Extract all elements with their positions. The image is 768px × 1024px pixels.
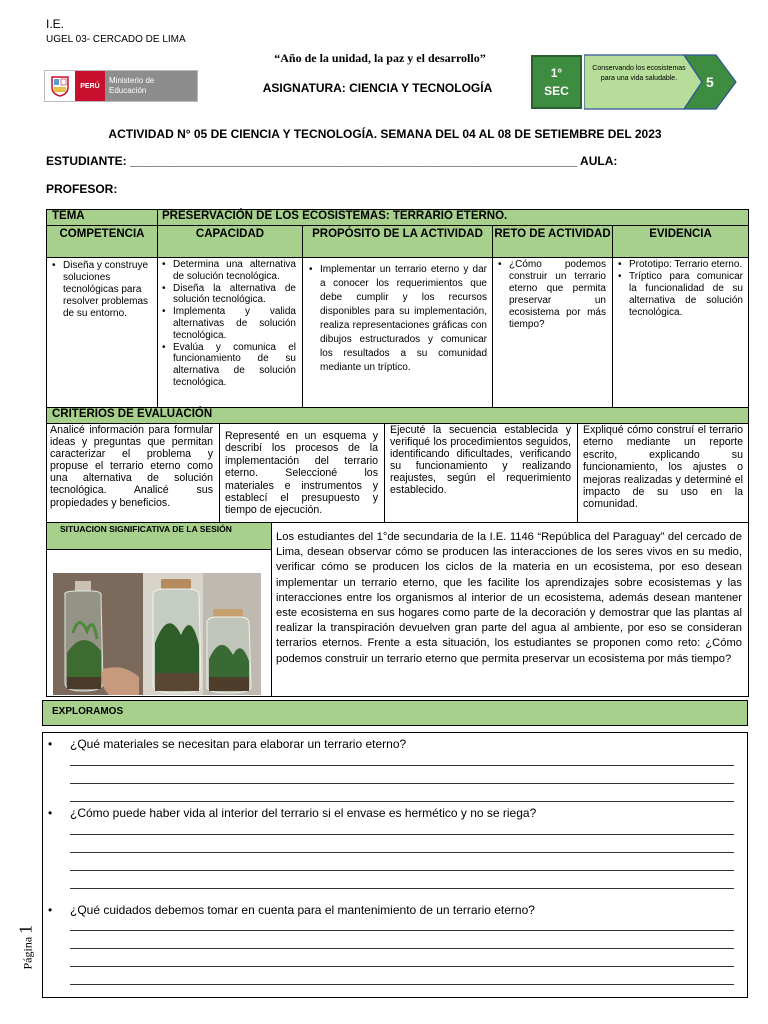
proposito-item: • Implementar un terrario eterno y dar a conocer los requerimientos que debe cumplir y los recursos disponibles para su implementación, realiza representaciones gráficas con dibujos estructurados y comunicar los resultados a su comunidad mediante un tríptico. (307, 263, 487, 375)
criterios-label: CRITERIOS DE EVALUACIÓN (52, 408, 213, 420)
activity-title: ACTIVIDAD N° 05 DE CIENCIA Y TECNOLOGÍA. SEMANA DEL 04 AL 08 DE SETIEMBRE DEL 2023 (108, 127, 662, 141)
year-motto: “Año de la unidad, la paz y el desarrollo” (274, 51, 486, 65)
question-1: • ¿Qué materiales se necesitan para elaborar un terrario eterno? (48, 737, 407, 751)
capacidad-item: • Implementa y valida alternativas de solución tecnológica. (160, 306, 296, 341)
capacidad-cell (160, 259, 296, 389)
capacidad-item: • Determina una alternativa de solución tecnológica. (160, 259, 296, 283)
unit-number: 5 (706, 74, 714, 90)
criterio-3: Ejecuté la secuencia establecida y verifiqué los procedimientos seguidos, identificando dificultades, verificando su funcionamiento y realizando reajustes, según el requerimiento establecido. (390, 424, 571, 497)
criterio-1: Analicé información para formular ideas y preguntas que permitan caracterizar el problema y propuse el terrario eterno como una alternativa de solución tecnológica. Analicé sus propiedades y beneficios. (50, 424, 213, 509)
exploramos-bar (42, 700, 748, 726)
competencia-cell (50, 260, 150, 320)
header-competencia: COMPETENCIA (59, 228, 145, 240)
question-1-text: ¿Qué materiales se necesitan para elaborar un terrario eterno? (70, 737, 407, 751)
answer-line[interactable] (70, 984, 734, 985)
subject-title: ASIGNATURA: CIENCIA Y TECNOLOGÍA (262, 81, 493, 95)
header-proposito: PROPÓSITO DE LA ACTIVIDAD (312, 228, 483, 240)
page-label: Página (20, 936, 35, 970)
answer-line[interactable] (70, 834, 734, 835)
ministry-logo (44, 70, 198, 102)
peru-shield-icon (45, 71, 75, 101)
header-evidencia: EVIDENCIA (649, 228, 712, 240)
answer-line[interactable] (70, 765, 734, 766)
question-3-text: ¿Qué cuidados debemos tomar en cuenta para el mantenimiento de un terrario eterno? (70, 903, 535, 917)
terrarium-photo (53, 573, 261, 695)
student-field: ESTUDIANTE: ___________________________________________________________________ AULA: (46, 154, 618, 168)
header-reto: RETO DE ACTIVIDAD (494, 228, 611, 240)
grade-number: 1° (550, 66, 563, 80)
evidencia-item: • Tríptico para comunicar la funcionalidad de su alternativa de solución tecnológica. (616, 271, 743, 319)
header-capacidad: CAPACIDAD (195, 228, 265, 240)
question-2-text: ¿Cómo puede haber vida al interior del terrario si el envase es hermético y no se riega? (70, 806, 537, 820)
reto-item: • ¿Cómo podemos construir un terrario eterno que permita preservar un ecosistema por más tiempo? (496, 259, 606, 331)
page-footer (12, 905, 36, 970)
answer-line[interactable] (70, 852, 734, 853)
answer-line[interactable] (70, 966, 734, 967)
exploramos-label: EXPLORAMOS (52, 706, 124, 717)
evidencia-item: • Prototipo: Terrario eterno. (616, 259, 743, 271)
grade-badge (531, 55, 582, 109)
tema-label: TEMA (52, 210, 85, 222)
situacion-text: Los estudiantes del 1°de secundaria de la I.E. 1146 “República del Paraguay” del cercado de Lima, desean observar cómo se producen las interacciones de los seres vivos en su medio, verificar cómo se producen los ciclos de la materia en un ecosistema, por eso desean implementar un terrario eterno, que les facilite los aprendizajes sobre ecosistemas y las interacciones entre los organismos al interior de un ecosistema, además desean mantener este ecosistema en sus hogares como parte de la decoración y demostrar que las plantas al realizar la transpiración devuelven gran parte del agua al ambiente, por eso se consideran terrarios eternos. Frente a esta situación, los estudiantes se proponen como reto: ¿Cómo podemos construir un terrario eterno que permita preservar un ecosistema por más tiempo? (276, 531, 742, 665)
teacher-field: PROFESOR: (46, 182, 118, 196)
criterio-4: Expliqué cómo construí el terrario eterno mediante un reporte escrito, explicando su funcionamiento, los ajustes o mejoras realizadas y determiné el impacto de su uso en la comunidad. (583, 424, 743, 511)
answer-line[interactable] (70, 948, 734, 949)
ministry-label: Ministerio de Educación (105, 71, 197, 101)
question-3: • ¿Qué cuidados debemos tomar en cuenta para el mantenimiento de un terrario eterno? (48, 903, 535, 917)
question-2: • ¿Cómo puede haber vida al interior del terrario si el envase es hermético y no se riega? (48, 806, 537, 820)
tema-value: PRESERVACIÓN DE LOS ECOSISTEMAS: TERRARIO ETERNO. (162, 210, 508, 222)
peru-label: PERÚ (75, 71, 105, 101)
page-number: 1 (15, 924, 36, 934)
proposito-cell (307, 263, 487, 375)
capacidad-item: • Diseña la alternativa de solución tecnológica. (160, 283, 296, 307)
answer-line[interactable] (70, 888, 734, 889)
ugel-label: UGEL 03- CERCADO DE LIMA (46, 34, 186, 45)
situacion-label: SITUACION SIGNIFICATIVA DE LA SESIÓN (60, 524, 232, 534)
evidencia-cell (616, 259, 743, 319)
school-label: I.E. (46, 17, 65, 31)
capacidad-item: • Evalúa y comunica el funcionamiento de su alternativa de solución tecnológica. (160, 342, 296, 389)
competencia-item: • Diseña y construye soluciones tecnológicas para resolver problemas de su entorno. (50, 260, 150, 320)
grade-level: SEC (544, 84, 569, 98)
reto-cell (496, 259, 606, 331)
questions-box (42, 732, 748, 998)
criterio-2: Representé en un esquema y describí los procesos de la implementación del terrario eterno. Seleccioné los materiales e instrumentos y establecí el presupuesto y tiempo de ejecución. (225, 430, 378, 517)
answer-line[interactable] (70, 870, 734, 871)
answer-line[interactable] (70, 930, 734, 931)
answer-line[interactable] (70, 801, 734, 802)
answer-line[interactable] (70, 783, 734, 784)
unit-title: Conservando los ecosistemas para una vida saludable. (592, 65, 686, 82)
